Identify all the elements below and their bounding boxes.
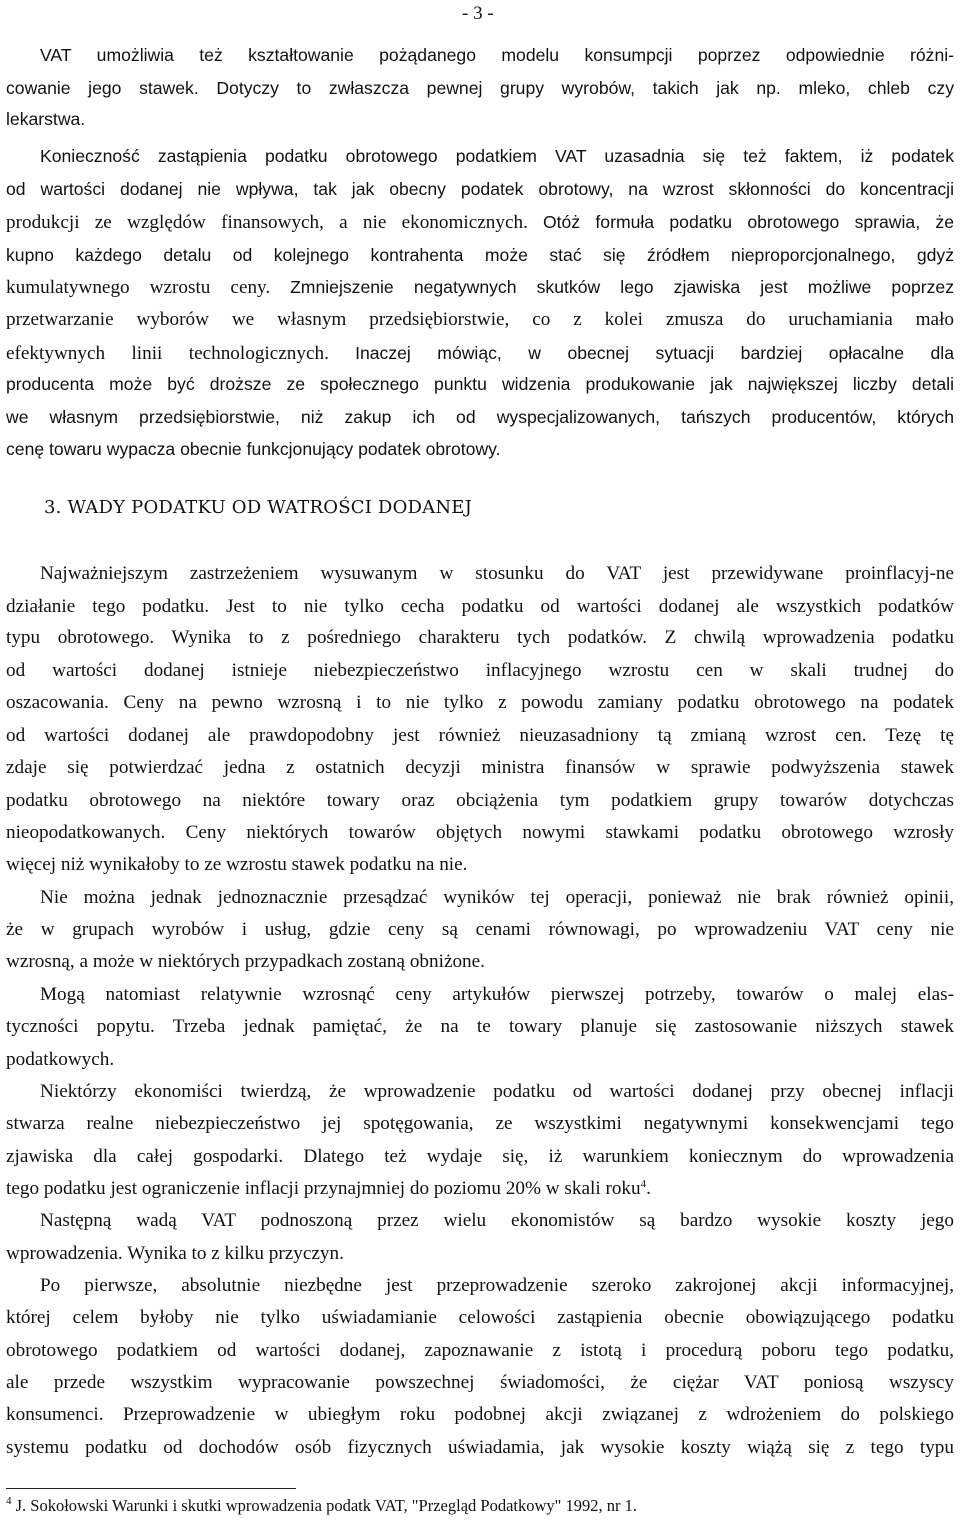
footnote-marker: 4 (6, 1495, 12, 1507)
text-line: Następną wadą VAT podnoszoną przez wielu ekonomistów są bardzo wysokie koszty jego (40, 1210, 954, 1231)
text-line: od wartości dodanej nie wpływa, tak jak obecny podatek obrotowy, na wzrost skłonności do koncentracji (6, 179, 954, 199)
text-line: cowanie jego stawek. Dotyczy to zwłaszcza pewnej grupy wyrobów, takich jak np. mleko, chleb czy (6, 78, 954, 98)
text-line (6, 276, 954, 299)
text-line: zdaje się potwierdzać jedna z ostatnich decyzji ministra finansów w sprawie podwyższenia stawek (6, 757, 954, 778)
text-line: działanie tego podatku. Jest to nie tylko cecha podatku od wartości dodanej ale wszystkich podatków (6, 596, 954, 617)
text-line: Konieczność zastąpienia podatku obrotowego podatkiem VAT uzasadnia się też faktem, iż podatek (40, 146, 954, 166)
page-number: - 3 - (462, 3, 494, 24)
text-line: kupno każdego detalu od kolejnego kontrahenta może stać się źródłem nieproporcjonalnego, gdyż (6, 245, 954, 265)
text-line: Niektórzy ekonomiści twierdzą, że wprowadzenie podatku od wartości dodanej przy obecnej inflacji (40, 1081, 954, 1102)
text-line: producenta może być droższe ze społecznego punktu widzenia produkowanie jak największej liczby detali (6, 374, 954, 394)
footnote-divider (6, 1488, 296, 1489)
text-span: Inaczej mówiąc, w obecnej sytuacji bardziej opłacalne dla (355, 343, 954, 363)
text-line: Po pierwsze, absolutnie niezbędne jest przeprowadzenie szeroko zakrojonej akcji informacyjnej, (40, 1275, 954, 1296)
text-line: Mogą natomiast relatywnie wzrosnąć ceny artykułów pierwszej potrzeby, towarów o malej elas- (40, 984, 954, 1005)
footnote (6, 1496, 637, 1516)
text-span: kumulatywnego wzrostu ceny. (6, 277, 271, 298)
text-span: Otóż formuła podatku obrotowego sprawia, że (542, 212, 954, 232)
text-line: lekarstwa. (6, 109, 86, 129)
text-span: produkcji ze względów finansowych, a nie ekonomicznych. (6, 212, 528, 233)
text-line (6, 1178, 954, 1200)
text-line: tyczności popytu. Trzeba jednak pamiętać, że na te towary planuje się zastosowanie niższych stawek (6, 1016, 954, 1037)
text-line: Nie można jednak jednoznacznie przesądzać wyników tej operacji, ponieważ nie brak również opinii, (40, 887, 954, 908)
text-line: od wartości dodanej istnieje niebezpieczeństwo inflacyjnego wzrostu cen w skali trudnej do (6, 660, 954, 681)
text-line: oszacowania. Ceny na pewno wzrosną i to nie tylko z powodu zamiany podatku obrotowego na podatek (6, 692, 954, 713)
text-line: przetwarzanie wyborów we własnym przedsiębiorstwie, co z kolei zmusza do uruchamiania mało (6, 309, 954, 330)
text-line: we własnym przedsiębiorstwie, niż zakup ich od wyspecjalizowanych, tańszych producentów, których (6, 407, 954, 427)
text-line: systemu podatku od dochodów osób fizycznych uświadamia, jak wysokie koszty wiążą się z tego typu (6, 1437, 954, 1458)
footnote-text: J. Sokołowski Warunki i skutki wprowadzenia podatk VAT, "Przegląd Podatkowy" 1992, nr 1. (15, 1496, 637, 1515)
text-span: efektywnych linii technologicznych. (6, 343, 329, 364)
text-line: konsumenci. Przeprowadzenie w ubiegłym roku podobnej akcji związanej z wdrożeniem do polskiego (6, 1404, 954, 1425)
section-heading: 3. WADY PODATKU OD WATROŚCI DODANEJ (44, 497, 473, 518)
text-line (6, 342, 954, 365)
text-line: ale przede wszystkim wypracowanie powszechnej świadomości, że ciężar VAT poniosą wszyscy (6, 1372, 954, 1393)
text-line: podatku obrotowego na niektóre towary oraz obciążenia tym podatkiem grupy towarów dotychczas (6, 790, 954, 811)
text-line: wzrosną, a może w niektórych przypadkach zostaną obniżone. (6, 951, 485, 972)
footnote-reference[interactable]: 4 (640, 1178, 647, 1190)
text-line: od wartości dodanej ale prawdopodobny jest również nieuzasadniony tą zmianą wzrost cen. Tezę tę (6, 725, 954, 746)
text-line: VAT umożliwia też kształtowanie pożądanego modelu konsumpcji poprzez odpowiednie różni- (40, 45, 954, 65)
text-line: więcej niż wynikałoby to ze wzrostu stawek podatku na nie. (6, 854, 468, 875)
text-line: nieopodatkowanych. Ceny niektórych towarów objętych nowymi stawkami podatku obrotowego wzrosły (6, 822, 954, 843)
text-line: Najważniejszym zastrzeżeniem wysuwanym w stosunku do VAT jest przewidywane proinflacyj-ne (40, 563, 954, 584)
text-line: zjawiska dla całej gospodarki. Dlatego też wydaje się, iż warunkiem koniecznym do wprowadzenia (6, 1146, 954, 1167)
text-span: tego podatku jest ograniczenie inflacji przynajmniej do poziomu 20% w skali roku (6, 1178, 641, 1199)
text-line: podatkowych. (6, 1049, 115, 1070)
text-line: stwarza realne niebezpieczeństwo jej spotęgowania, ze wszystkimi negatywnymi konsekwencjami tego (6, 1113, 954, 1134)
text-span: Zmniejszenie negatywnych skutków lego zjawiska jest możliwe poprzez (290, 277, 955, 297)
text-span: . (646, 1178, 651, 1199)
text-line: której celem byłoby nie tylko uświadamianie celowości zastąpienia obecnie obowiązującego podatku (6, 1307, 954, 1328)
text-line: obrotowego podatkiem od wartości dodanej, zapoznawanie z istotą i procedurą poboru tego podatku, (6, 1340, 954, 1361)
text-line: że w grupach wyrobów i usług, gdzie ceny są cenami równowagi, po wprowadzeniu VAT ceny nie (6, 919, 954, 940)
text-line (6, 211, 954, 234)
text-line: wprowadzenia. Wynika to z kilku przyczyn. (6, 1243, 344, 1264)
text-line: typu obrotowego. Wynika to z pośredniego charakteru tych podatków. Z chwilą wprowadzenia podatku (6, 627, 954, 648)
text-line: cenę towaru wypacza obecnie funkcjonujący podatek obrotowy. (6, 439, 501, 459)
